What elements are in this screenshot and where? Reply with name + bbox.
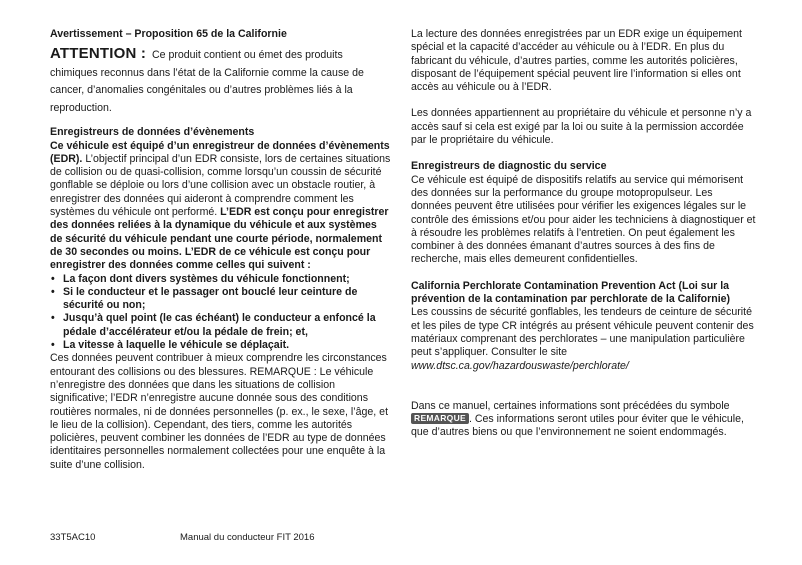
right-column [411, 28, 756, 440]
edr-bold-2: L’EDR est conçu pour enregistrer des données reliées à la dynamique du véhicule et aux systèmes de sécurité du véhicule pendant une courte période, normalement de 30 secondes ou moins. L’EDR de ce véhicule est conçu pour enregistrer des données comme celles qui suivent : [50, 206, 389, 272]
edr-intro [50, 140, 392, 273]
list-item: • Jusqu’à quel point (le cas échéant) le conducteur a enfoncé la pédale d’accélérateur et/ou la pédale de frein; et, [50, 312, 392, 339]
perchlorate-text: Les coussins de sécurité gonflables, les tendeurs de ceinture de sécurité et les piles de type CR intégrés au présent véhicule peuvent contenir des matériaux comprenant des perchlorates – une manipulation particulière peut s’appliquer. Consulter le site [411, 306, 754, 359]
edr-read-paragraph: La lecture des données enregistrées par un EDR exige un équipement spécial et la capacité d’accéder au véhicule ou à l’EDR. En plus du fabricant du véhicule, d’autres parties, comme les autorités policières, disposant de l’équipement spécial peuvent lire l’information si elles ont accès au véhicule ou à l’EDR. [411, 28, 742, 94]
left-column [50, 28, 392, 472]
list-item: • La façon dont divers systèmes du véhicule fonctionnent; [50, 273, 392, 286]
perchlorate-heading: California Perchlorate Contamination Prevention Act (Loi sur la prévention de la contamination par perchlorate de la Californie) [411, 279, 731, 306]
notice-text-1: Dans ce manuel, certaines informations sont précédées du symbole [411, 399, 730, 412]
attention-paragraph [50, 45, 392, 117]
edr-intro-bold: Ce véhicule est équipé d’un enregistreur de données d’évènements (EDR). [50, 139, 390, 165]
diag-heading: Enregistreurs de diagnostic du service [411, 160, 607, 173]
notice-text-2: . Ces informations seront utiles pour éviter que le véhicule, que d’autres biens ou que l’environnement ne soient endommagés. [411, 413, 744, 439]
diag-paragraph: Ce véhicule est équipé de dispositifs relatifs au service qui mémorisent des données sur la performance du groupe motopropulseur. Les données peuvent être utilisées pour vérifier les exigences légales sur le contrôle des émissions et/ou pour aider les techniciens à diagnostiquer et à résoudre les problèmes relatifs à l’entretien. On peut également les combiner à des données émanant d’autres sources à des fins de recherche, mais elles demeurent confidentielles. [411, 173, 756, 266]
edr-after: Ces données peuvent contribuer à mieux comprendre les circonstances entourant des collisions ou des blessures. REMARQUE : Le véhicule n’enregistre des données que dans les situations de collision significative; l’EDR n’enregistre aucune donnée sous des conditions routières normales, ni de données personnelles (p. ex., le sexe, l’âge, et le lieu de la collision). Cependant, des tiers, comme les autorités policières, peuvent combiner les données de l’EDR au type de données identitaires personnelles normalement collectées pour une enquête à la suite d’une collision. [50, 352, 389, 471]
list-item: • Si le conducteur et le passager ont bouclé leur ceinture de sécurité ou non; [50, 286, 392, 313]
perchlorate-paragraph [411, 306, 756, 372]
perchlorate-url[interactable]: www.dtsc.ca.gov/hazardouswaste/perchlorate/ [411, 359, 629, 372]
edr-heading: Enregistreurs de données d’évènements [50, 126, 255, 139]
remarque-badge: REMARQUE [411, 413, 469, 424]
prop65-heading: Avertissement – Proposition 65 de la Californie [50, 28, 287, 40]
footer-title: Manual du conducteur FIT 2016 [180, 532, 315, 543]
edr-owner-paragraph: Les données appartiennent au propriétaire du véhicule et personne n’y a accès sauf si cela est exigé par la loi ou suite à la permission accordée par le propriétaire du véhicule. [411, 107, 752, 147]
list-item: • La vitesse à laquelle le véhicule se déplaçait. [50, 339, 392, 352]
attention-label: ATTENTION : [50, 45, 147, 63]
edr-list [50, 273, 392, 353]
footer-code: 33T5AC10 [50, 532, 96, 543]
edr-intro-text: L’objectif principal d’un EDR consiste, lors de certaines situations de collision ou de quasi-collision, comme lorsqu’un coussin de sécurité gonflable se déploie ou lors d’une collision avec un obstacle routier, à enregistrer des données qui aideront à comprendre comment les systèmes du véhicule ont performé. [50, 152, 391, 219]
notice-paragraph [411, 400, 756, 440]
attention-text: Ce produit contient ou émet des produits chimiques reconnus dans l’état de la Californie comme la cause de cancer, d’anomalies congénitales ou d’autres problèmes liés à la reproduction. [50, 49, 364, 114]
